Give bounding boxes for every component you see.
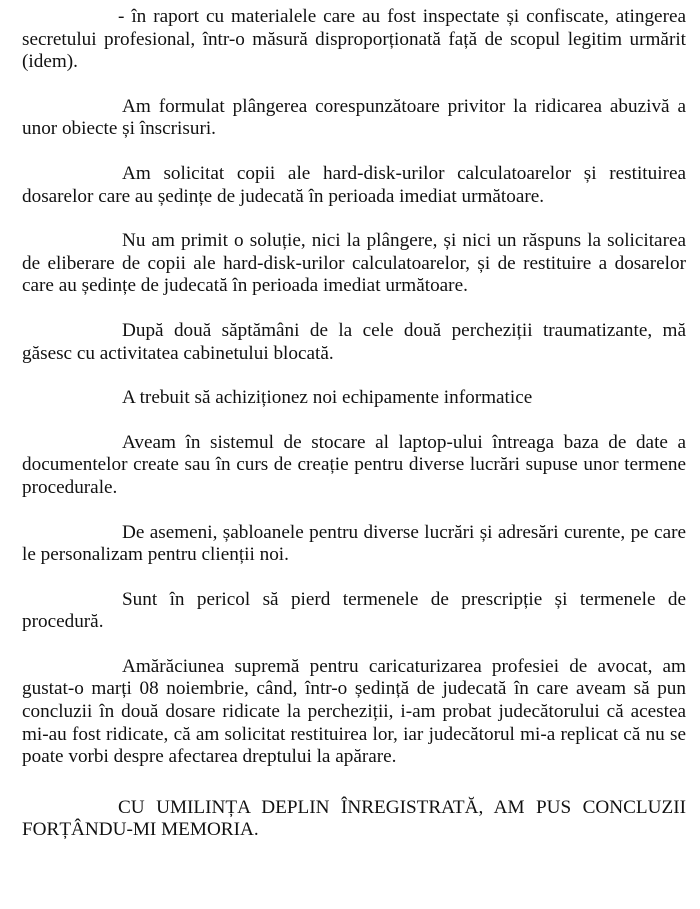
paragraph-solicitare-copii: Am solicitat copii ale hard-disk-urilor calculatoarelor și restituirea dosarelor care au ședințe de judecată în perioada imediat următoare. xyxy=(22,162,686,207)
paragraph-echipamente: A trebuit să achiziționez noi echipamente informatice xyxy=(122,387,533,409)
paragraph-secret-profesional: - în raport cu materialele care au fost inspectate și confiscate, atingerea secretului profesional, într-o măsură disproporționată față de scopul legitim urmărit (idem). xyxy=(22,6,686,73)
paragraph-termene: Sunt în pericol să pierd termenele de prescripție și termenele de procedură. xyxy=(22,588,686,633)
closing-statement: CU UMILINȚA DEPLIN ÎNREGISTRATĂ, AM PUS CONCLUZII FORȚÂNDU-MI MEMORIA. xyxy=(22,796,686,841)
paragraph-amaraciune: Amărăciunea supremă pentru caricaturizarea profesiei de avocat, am gustat-o marți 08 noiembrie, când, într-o ședință de judecată în care aveam să pun concluzii în două dosare ridicate la percheziții, i-am probat judecătorului că acestea mi-au fost ridicate, că am solicitat restituirea lor, iar judecătorul mi-a replicat că nu se poate vorbi despre afectarea dreptului la apărare. xyxy=(22,655,686,768)
paragraph-fara-solutie: Nu am primit o soluție, nici la plângere, și nici un răspuns la solicitarea de eliberare de copii ale hard-disk-urilor calculatoarelor, și de restituire a dosarelor care au ședințe de judecată în perioada imediat următoare. xyxy=(22,230,686,297)
paragraph-cabinet-blocat: După două săptămâni de la cele două percheziții traumatizante, mă găsesc cu activitatea cabinetului blocată. xyxy=(22,319,686,364)
paragraph-plangere: Am formulat plângerea corespunzătoare privitor la ridicarea abuzivă a unor obiecte și înscrisuri. xyxy=(22,95,686,140)
paragraph-baza-date: Aveam în sistemul de stocare al laptop-ului întreaga baza de date a documentelor create sau în curs de creație pentru diverse lucrări supuse unor termene procedurale. xyxy=(22,431,686,498)
paragraph-sabloane: De asemeni, șabloanele pentru diverse lucrări și adresări curente, pe care le personalizam pentru clienții noi. xyxy=(22,521,686,566)
